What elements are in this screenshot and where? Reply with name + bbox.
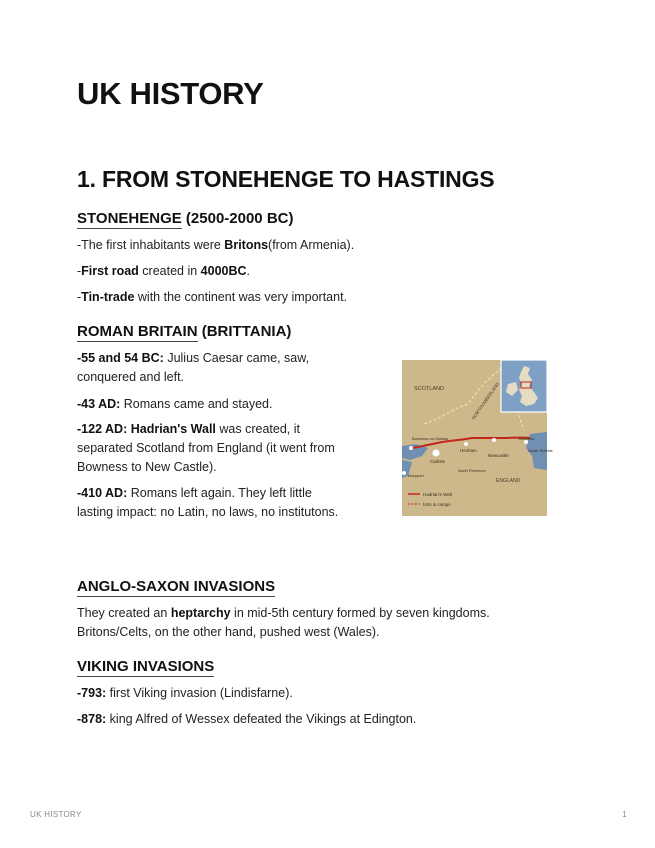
section-heading-stonehenge: STONEHENGE (2500-2000 BC) — [77, 210, 294, 227]
section-heading-anglo-saxon: ANGLO-SAXON INVASIONS — [77, 578, 276, 595]
map-label-maryport: Maryport — [408, 473, 424, 478]
map-label-newcastle: Newcastle — [488, 453, 509, 458]
map-label-northumberland: NORTHUMBERLAND — [470, 381, 501, 421]
paragraph: -55 and 54 BC: Julius Caesar came, saw, conquered and left. — [77, 351, 310, 384]
page-title: UK HISTORY — [77, 76, 264, 111]
paragraph: -410 AD: Romans left again. They left little lasting impact: no Latin, no laws, no institutons. — [77, 486, 339, 519]
hadrians-wall-map — [402, 360, 553, 516]
map-label-scotland: SCOTLAND — [414, 386, 444, 392]
paragraph: -122 AD: Hadrian's Wall was created, it separated Scotland from England (it went from Bowness to New Castle). — [77, 422, 335, 474]
paragraph: They created an heptarchy in mid-5th century formed by seven kingdoms. — [77, 606, 490, 620]
town-marker — [409, 446, 413, 450]
map-label-carlisle: Carlisle — [430, 459, 446, 464]
map-label-wallsend: Wallsend — [518, 436, 535, 441]
chapter-heading: 1. FROM STONEHENGE TO HASTINGS — [77, 166, 495, 192]
legend-forts-label: forts & camps — [423, 502, 451, 507]
footer-title: UK HISTORY — [30, 810, 82, 819]
map-label-england: ENGLAND — [496, 478, 521, 484]
town-marker — [402, 471, 406, 475]
map-label-hexham: Hexham — [460, 448, 477, 453]
map-label-south-shields: South Shields — [528, 448, 553, 453]
paragraph: -First road created in 4000BC. — [77, 264, 251, 278]
paragraph: -Tin-trade with the continent was very important. — [77, 290, 348, 304]
town-marker — [464, 442, 468, 446]
section-heading-roman-britain: ROMAN BRITAIN (BRITTANIA) — [77, 323, 292, 340]
town-marker — [492, 438, 496, 442]
town-marker — [433, 450, 440, 457]
paragraph: Britons/Celts, on the other hand, pushed west (Wales). — [77, 625, 380, 639]
map-label-north-pennines: North Pennines — [458, 468, 486, 473]
map-label-bowness: Bowness-on-Solway — [412, 436, 449, 441]
section-heading-viking: VIKING INVASIONS — [77, 658, 215, 675]
map-graphic — [402, 360, 553, 516]
paragraph: -793: first Viking invasion (Lindisfarne). — [77, 686, 293, 700]
legend-wall-label: Hadrian's Wall — [423, 492, 452, 497]
page-number: 1 — [622, 810, 627, 819]
paragraph: -The first inhabitants were Britons(from Armenia). — [77, 238, 355, 252]
paragraph: -878: king Alfred of Wessex defeated the Vikings at Edington. — [77, 712, 417, 726]
paragraph: -43 AD: Romans came and stayed. — [77, 397, 273, 411]
